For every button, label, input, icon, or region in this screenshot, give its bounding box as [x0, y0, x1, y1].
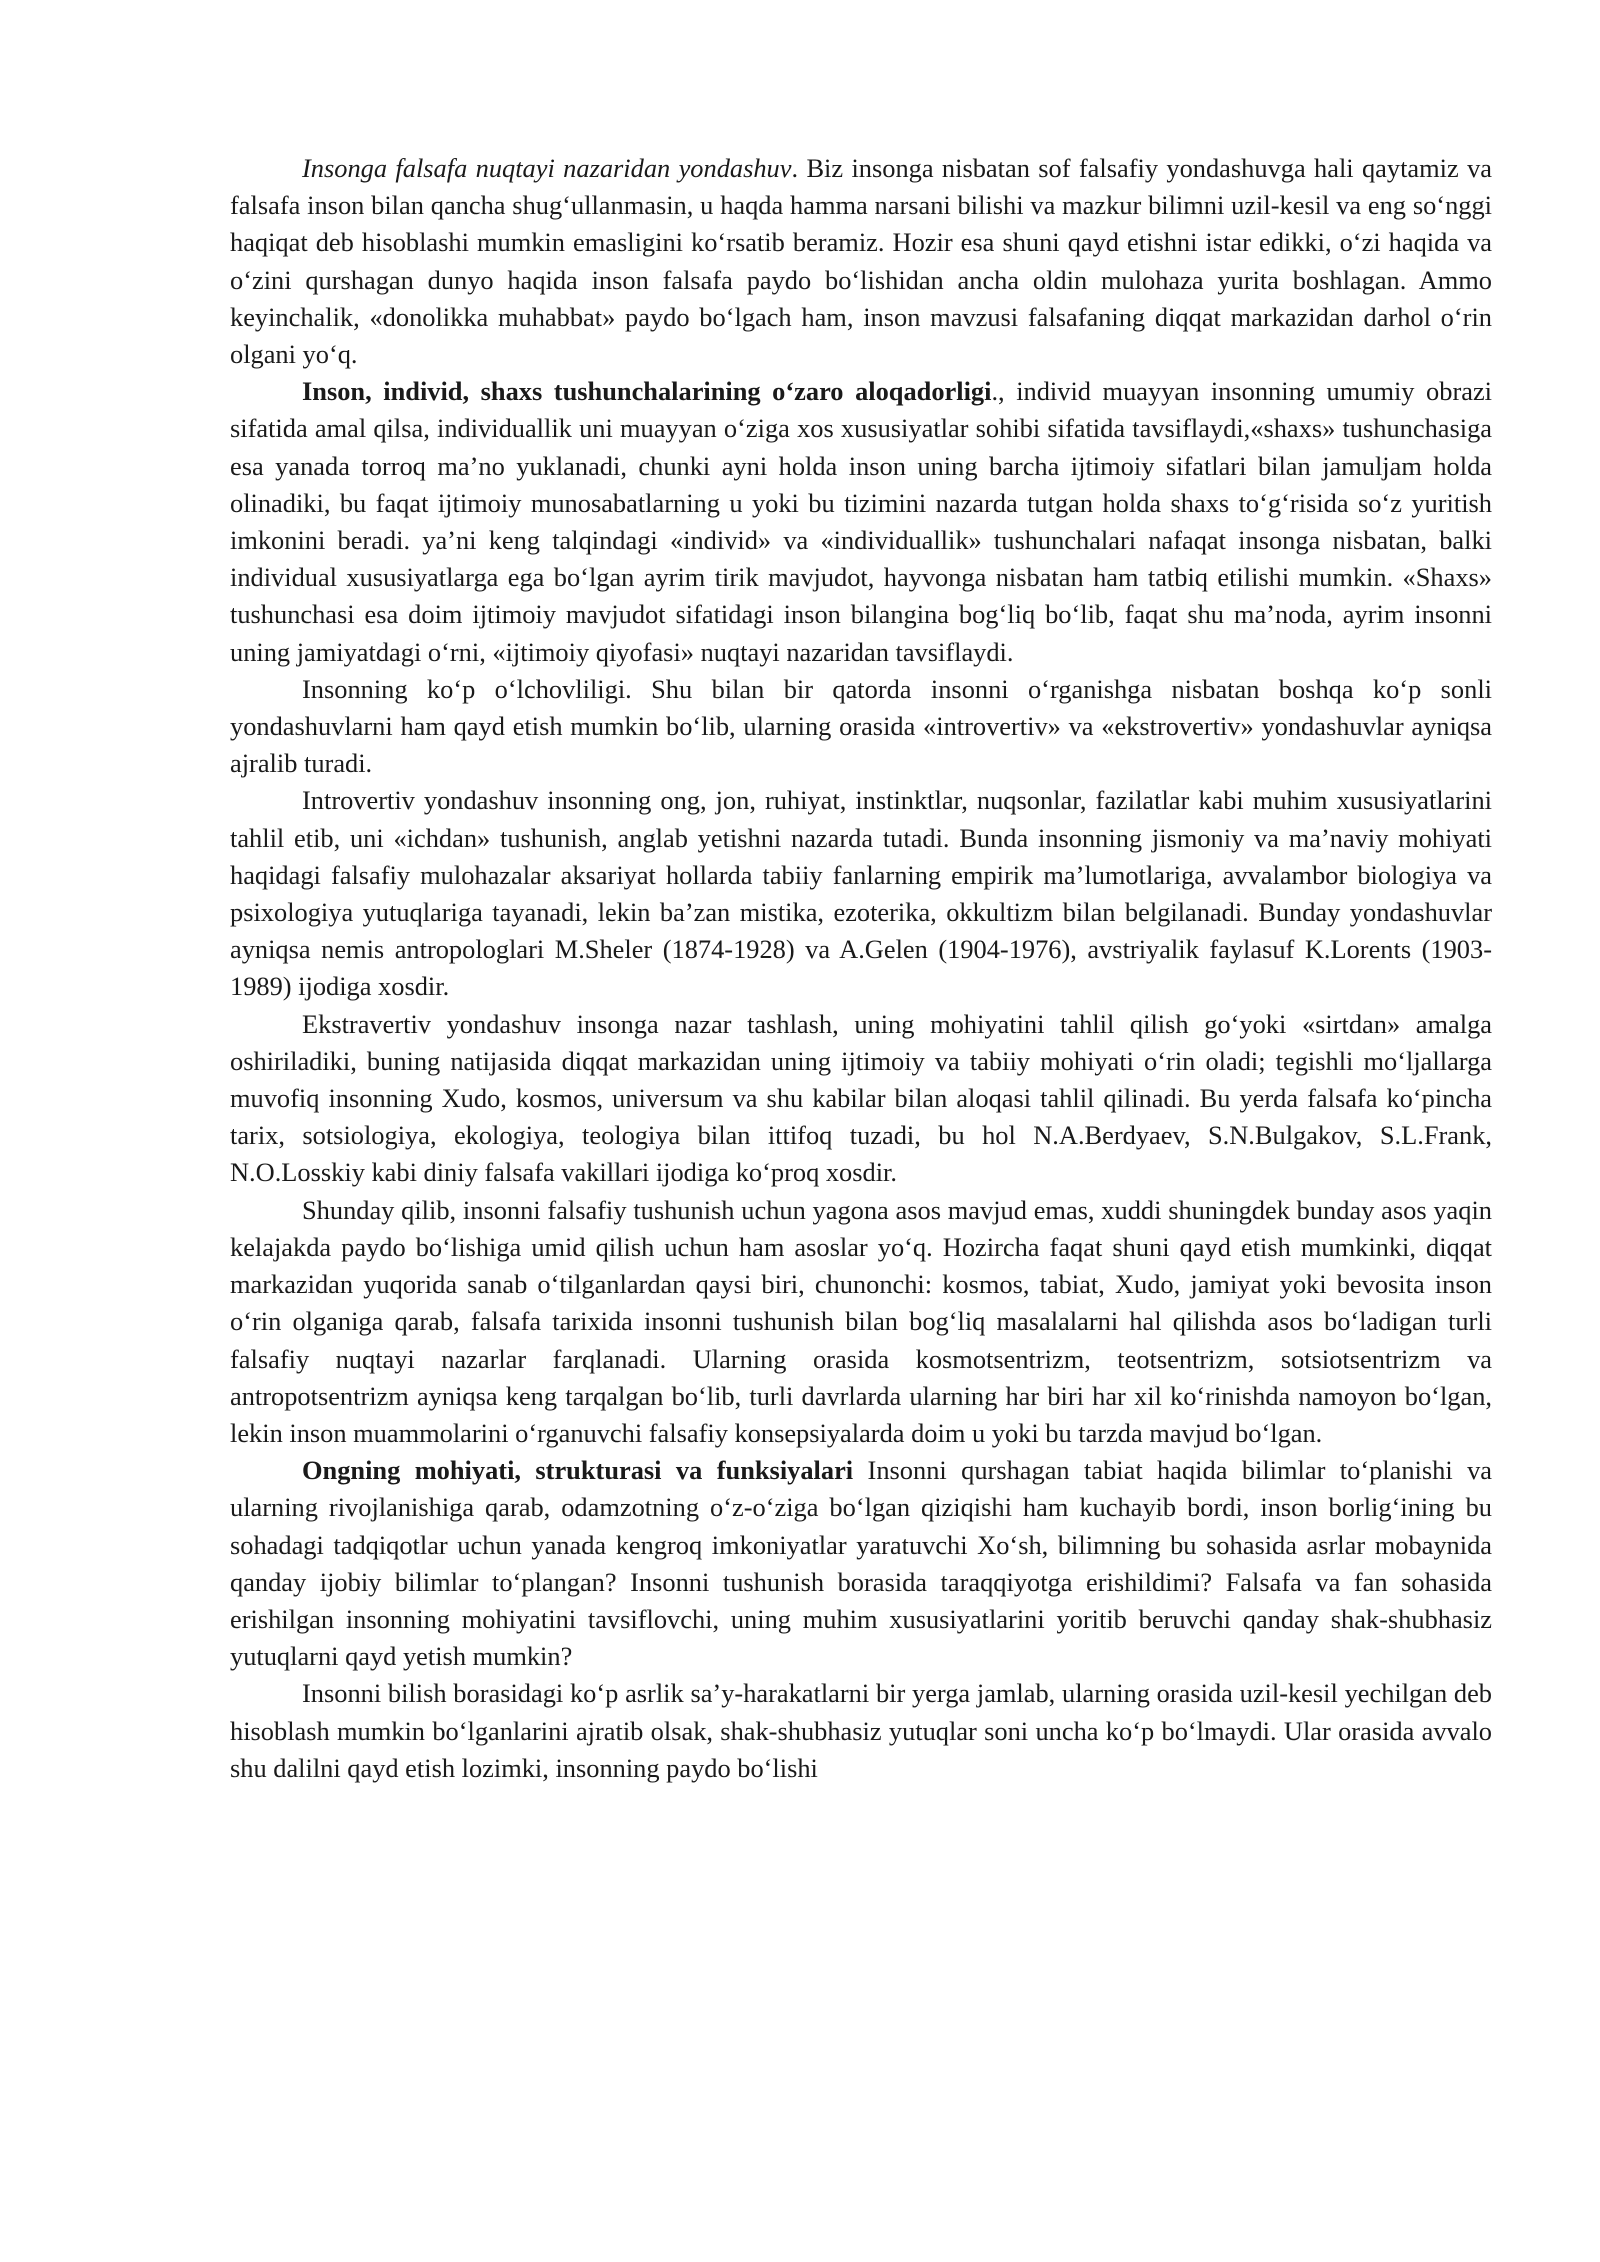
- paragraph-heading-bold: Inson, individ, shaxs tushunchalarining o‘zaro aloqadorligi: [302, 376, 992, 407]
- paragraph-kop-olchovlilik: [230, 671, 1492, 783]
- paragraph-text: Shunday qilib, insonni falsafiy tushunish uchun yagona asos mavjud emas, xuddi shuningdek bunday asos yaqin kelajakda paydo bo‘lishiga umid qilish uchun ham asoslar yo‘q. Hozircha faqat shuni qayd etish mumkinki, diqqat markazidan yuqorida sanab o‘tilganlardan qaysi biri, chunonchi: kosmos, tabiat, Xudo, jamiyat yoki bevosita inson o‘rin olganiga qarab, falsafa tarixida insonni tushunish bilan bog‘liq masalalarni hal qilishda asos bo‘ladigan turli falsafiy nuqtayi nazarlar farqlanadi. Ularning orasida kosmotsentrizm, teotsentrizm, sotsiotsentrizm va antropotsentrizm ayniqsa keng tarqalgan bo‘lib, turli davrlarda ularning har biri har xil ko‘rinishda namoyon bo‘lgan, lekin inson muammolarini o‘rganuvchi falsafiy konsepsiyalarda doim u yoki bu tarzda mavjud bo‘lgan.: [230, 1194, 1492, 1448]
- paragraph-text: Ekstravertiv yondashuv insonga nazar tashlash, uning mohiyatini tahlil qilish go‘yoki «sirtdan» amalga oshiriladiki, buning natijasida diqqat markazidan uning ijtimoiy va tabiiy mohiyati o‘rin oladi; tegishli mo‘ljallarga muvofiq insonning Xudo, kosmos, universum va shu kabilar bilan aloqasi tahlil qilinadi. Bu yerda falsafa ko‘pincha tarix, sotsiologiya, ekologiya, teologiya bilan ittifoq tuzadi, bu hol N.A.Berdyaev, S.N.Bulgakov, S.L.Frank, N.O.Losskiy kabi diniy falsafa vakillari ijodiga ko‘proq xosdir.: [230, 1008, 1492, 1188]
- paragraph-text: Insonning ko‘p o‘lchovliligi. Shu bilan bir qatorda insonni o‘rganishga nisbatan boshqa ko‘p sonli yondashuvlarni ham qayd etish mumkin bo‘lib, ularning orasida «introvertiv» va «ekstrovertiv» yondashuvlar ayniqsa ajralib turadi.: [230, 673, 1492, 779]
- paragraph-introvertiv: [230, 782, 1492, 1005]
- paragraph-heading-bold: Ongning mohiyati, strukturasi va funksiyalari: [302, 1455, 854, 1486]
- paragraph-ongning-mohiyati: [230, 1452, 1492, 1675]
- paragraph-shunday-qilib: [230, 1192, 1492, 1452]
- paragraph-inson-individ-shaxs: [230, 373, 1492, 671]
- paragraph-text: . Biz insonga nisbatan sof falsafiy yondashuvga hali qaytamiz va falsafa inson bilan qancha shug‘ullanmasin, u haqda hamma narsani bilishi va mazkur bilimni uzil-kesil va eng so‘nggi haqiqat deb hisoblashi mumkin emasligini ko‘rsatib beramiz. Hozir esa shuni qayd etishni istar edikki, o‘zi haqida va o‘zini qurshagan dunyo haqida inson falsafa paydo bo‘lishidan ancha oldin mulohaza yurita boshlagan. Ammo keyinchalik, «donolikka muhabbat» paydo bo‘lgach ham, inson mavzusi falsafaning diqqat markazidan darhol o‘rin olgani yo‘q.: [230, 153, 1492, 370]
- paragraph-text: ., individ muayyan insonning umumiy obrazi sifatida amal qilsa, individuallik uni muayyan o‘ziga xos xususiyatlar sohibi sifatida tavsiflaydi,«shaxs» tushunchasiga esa yanada torroq ma’no yuklanadi, chunki ayni holda inson uning barcha ijtimoiy sifatlari bilan jamuljam holda olinadiki, bu faqat ijtimoiy munosabatlarning u yoki bu tizimini nazarda tutgan holda shaxs to‘g‘risida so‘z yuritish imkonini beradi. ya’ni keng talqindagi «individ» va «individuallik» tushunchalari nafaqat insonga nisbatan, balki individual xususiyatlarga ega bo‘lgan ayrim tirik mavjudot, hayvonga nisbatan ham tatbiq etilishi mumkin. «Shaxs» tushunchasi esa doim ijtimoiy mavjudot sifatidagi inson bilangina bog‘liq bo‘lib, faqat shu ma’noda, ayrim insonni uning jamiyatdagi o‘rni, «ijtimoiy qiyofasi» nuqtayi nazaridan tavsiflaydi.: [230, 376, 1492, 667]
- document-page: [230, 150, 1492, 1787]
- paragraph-text: Introvertiv yondashuv insonning ong, jon, ruhiyat, instinktlar, nuqsonlar, fazilatlar kabi muhim xususiyatlarini tahlil etib, uni «ichdan» tushunish, anglab yetishni nazarda tutadi. Bunda insonning jismoniy va ma’naviy mohiyati haqidagi falsafiy mulohazalar aksariyat hollarda tabiiy fanlarning empirik ma’lumotlariga, avvalambor biologiya va psixologiya yutuqlariga tayanadi, lekin ba’zan mistika, ezoterika, okkultizm bilan belgilanadi. Bunday yondashuvlar ayniqsa nemis antropologlari M.Sheler (1874-1928) va A.Gelen (1904-1976), avstriyalik faylasuf K.Lorents (1903-1989) ijodiga xosdir.: [230, 785, 1492, 1002]
- paragraph-text: Insonni bilish borasidagi ko‘p asrlik sa’y-harakatlarni bir yerga jamlab, ularning orasida uzil-kesil yechilgan deb hisoblash mumkin bo‘lganlarini ajratib olsak, shak-shubhasiz yutuqlar soni uncha ko‘p bo‘lmaydi. Ular orasida avvalo shu dalilni qayd etish lozimki, insonning paydo bo‘lishi: [230, 1678, 1492, 1783]
- paragraph-ekstravertiv: [230, 1006, 1492, 1192]
- paragraph-insonni-bilish: [230, 1675, 1492, 1787]
- paragraph-text: Insonni qurshagan tabiat haqida bilimlar to‘planishi va ularning rivojlanishiga qarab, odamzotning o‘z-o‘ziga bo‘lgan qiziqishi ham kuchayib bordi, inson borlig‘ining bu sohadagi tadqiqotlar uchun yanada kengroq imkoniyatlar yaratuvchi Xo‘sh, bilimning bu sohasida asrlar mobaynida qanday ijobiy bilimlar to‘plangan? Insonni tushunish borasida taraqqiyotga erishildimi? Falsafa va fan sohasida erishilgan insonning mohiyatini tavsiflovchi, uning muhim xususiyatlarini yoritib beruvchi qanday shak-shubhasiz yutuqlarni qayd yetish mumkin?: [230, 1455, 1493, 1672]
- paragraph-insonga-falsafa: [230, 150, 1492, 373]
- paragraph-lead-italic: Insonga falsafa nuqtayi nazaridan yondashuv: [302, 153, 792, 183]
